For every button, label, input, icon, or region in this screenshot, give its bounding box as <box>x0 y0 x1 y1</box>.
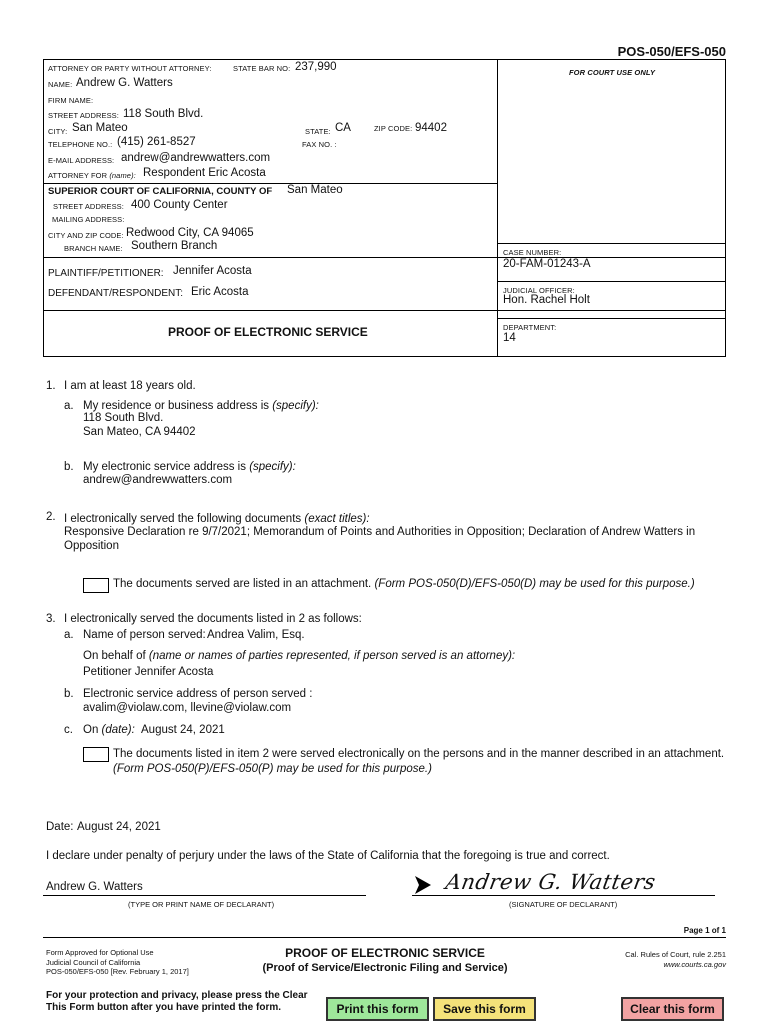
footer-website: www.courts.ca.gov <box>663 960 726 969</box>
attorney-court-divider <box>43 183 498 184</box>
item-2-check-italic: (Form POS-050(D)/EFS-050(D) may be used for this purpose.) <box>374 578 695 590</box>
case-number-value[interactable]: 20-FAM-01243-A <box>503 258 591 270</box>
item-3-check-italic: (Form POS-050(P)/EFS-050(P) may be used for this purpose.) <box>113 763 432 775</box>
declarant-name-caption: (TYPE OR PRINT NAME OF DECLARANT) <box>128 900 275 909</box>
declarant-name[interactable]: Andrew G. Watters <box>46 881 143 893</box>
branch-label: BRANCH NAME: <box>64 244 123 253</box>
item-1-text: I am at least 18 years old. <box>64 380 196 392</box>
footer-subtitle: (Proof of Service/Electronic Filing and Service) <box>262 962 508 974</box>
item-2-number: 2. <box>46 511 56 523</box>
header-left-rule <box>43 59 44 357</box>
county-value[interactable]: San Mateo <box>287 184 343 196</box>
item-3b-label: Electronic service address of person served : <box>83 688 313 700</box>
court-heading: SUPERIOR COURT OF CALIFORNIA, COUNTY OF <box>48 186 273 197</box>
court-street-value[interactable]: 400 County Center <box>131 199 228 211</box>
item-1b-specify: (specify): <box>249 461 296 473</box>
item-3-text: I electronically served the documents listed in 2 as follows: <box>64 613 362 625</box>
city-zip-value[interactable]: Redwood City, CA 94065 <box>126 227 254 239</box>
item-1a-letter: a. <box>64 400 74 412</box>
footer-rule <box>43 937 726 938</box>
item-1b-value[interactable]: andrew@andrewwatters.com <box>83 474 233 486</box>
declarant-name-line <box>43 895 366 896</box>
signature-line <box>412 895 715 896</box>
item-1a-address-line1[interactable]: 118 South Blvd. <box>83 412 164 424</box>
date-label: Date: <box>46 821 74 833</box>
case-number-label: CASE NUMBER: <box>503 248 562 257</box>
court-use-bottom <box>497 243 726 244</box>
court-use-label: FOR COURT USE ONLY <box>569 68 656 77</box>
item-3-attachment-checkbox[interactable] <box>83 747 109 762</box>
item-1a-specify: (specify): <box>272 400 319 412</box>
email-value[interactable]: andrew@andrewwatters.com <box>121 152 271 164</box>
date-value[interactable]: August 24, 2021 <box>77 821 161 833</box>
court-street-label: STREET ADDRESS: <box>53 202 124 211</box>
item-3-check-text: The documents listed in item 2 were served electronically on the persons and in the manner described in an attachment. <box>113 748 725 760</box>
parties-title-divider <box>43 310 726 311</box>
attorney-for-label: ATTORNEY FOR <box>48 171 108 180</box>
page-number: Page 1 of 1 <box>683 926 726 935</box>
department-label: DEPARTMENT: <box>503 323 557 332</box>
firm-name-label: FIRM NAME: <box>48 96 94 105</box>
item-3c-value[interactable]: August 24, 2021 <box>141 724 225 736</box>
item-3b-value[interactable]: avalim@violaw.com, llevine@violaw.com <box>83 702 292 714</box>
mailing-address-label: MAILING ADDRESS: <box>52 215 125 224</box>
officer-bottom <box>497 318 726 319</box>
branch-value[interactable]: Southern Branch <box>131 240 218 252</box>
form-title: PROOF OF ELECTRONIC SERVICE <box>168 325 368 339</box>
state-bar-label: STATE BAR NO: <box>233 64 291 73</box>
zip-label: ZIP CODE: <box>374 124 413 133</box>
attorney-header-label: ATTORNEY OR PARTY WITHOUT ATTORNEY: <box>48 64 212 73</box>
email-label: E-MAIL ADDRESS: <box>48 156 115 165</box>
footer-title: PROOF OF ELECTRONIC SERVICE <box>285 946 485 960</box>
print-button[interactable]: Print this form <box>326 997 429 1021</box>
footer-rules: Cal. Rules of Court, rule 2.251 <box>625 950 726 959</box>
item-1a-address-line2[interactable]: San Mateo, CA 94402 <box>83 426 196 438</box>
header-divider <box>497 59 498 357</box>
footer-approved-line1: Form Approved for Optional Use <box>46 948 154 957</box>
privacy-line1: For your protection and privacy, please press the Clear <box>46 990 308 1001</box>
item-3a-letter: a. <box>64 629 74 641</box>
item-2-specify: (exact titles): <box>304 513 370 525</box>
defendant-label: DEFENDANT/RESPONDENT: <box>48 288 184 299</box>
item-2-attachment-checkbox[interactable] <box>83 578 109 593</box>
item-1-number: 1. <box>46 380 56 392</box>
street-value[interactable]: 118 South Blvd. <box>123 108 204 120</box>
declaration-text: I declare under penalty of perjury under the laws of the State of California that the foregoing is true and correct. <box>46 850 610 862</box>
item-1b-letter: b. <box>64 461 74 473</box>
attorney-for-value[interactable]: Respondent Eric Acosta <box>143 167 266 179</box>
name-label: NAME: <box>48 80 73 89</box>
item-2-docs-line1[interactable]: Responsive Declaration re 9/7/2021; Memorandum of Points and Authorities in Opposition; Declaration of Andrew Watters in <box>64 526 696 538</box>
defendant-value[interactable]: Eric Acosta <box>191 286 249 298</box>
attorney-for-name-label: (name): <box>109 171 136 180</box>
header-bottom-rule <box>43 356 726 357</box>
item-2-docs-line2[interactable]: Opposition <box>64 540 119 552</box>
item-3b-letter: b. <box>64 688 74 700</box>
court-parties-divider <box>43 257 726 258</box>
state-value[interactable]: CA <box>335 122 351 134</box>
item-3a-behalf: On behalf of <box>83 650 146 662</box>
item-1b-label: My electronic service address is <box>83 461 246 473</box>
item-3c-label: On <box>83 724 99 736</box>
zip-value[interactable]: 94402 <box>415 122 447 134</box>
city-zip-label: CITY AND ZIP CODE: <box>48 231 124 240</box>
privacy-line2: This Form button after you have printed the form. <box>46 1002 282 1013</box>
plaintiff-label: PLAINTIFF/PETITIONER: <box>48 268 164 279</box>
state-label: STATE: <box>305 127 331 136</box>
plaintiff-value[interactable]: Jennifer Acosta <box>173 265 252 277</box>
signature-arrow-icon <box>414 875 432 895</box>
item-2-check-text: The documents served are listed in an attachment. <box>113 578 372 590</box>
case-number-bottom <box>497 281 726 282</box>
state-bar-value[interactable]: 237,990 <box>295 61 337 73</box>
item-3a-label: Name of person served: <box>83 629 206 641</box>
footer-approved-line2: Judicial Council of California <box>46 957 141 967</box>
clear-button[interactable]: Clear this form <box>621 997 724 1021</box>
item-3c-date-italic: (date): <box>101 724 135 736</box>
item-3-number: 3. <box>46 613 56 625</box>
signature-caption: (SIGNATURE OF DECLARANT) <box>509 900 618 909</box>
phone-value[interactable]: (415) 261-8527 <box>117 136 196 148</box>
item-3a-behalf-italic: (name or names of parties represented, if person served is an attorney): <box>148 650 516 662</box>
judicial-officer-label: JUDICIAL OFFICER: <box>503 286 575 295</box>
save-button[interactable]: Save this form <box>433 997 536 1021</box>
phone-label: TELEPHONE NO.: <box>48 140 113 149</box>
fax-label: FAX NO. : <box>302 140 337 149</box>
street-label: STREET ADDRESS: <box>48 111 119 120</box>
form-id: POS-050/EFS-050 <box>617 44 726 59</box>
item-3c-letter: c. <box>64 724 73 736</box>
city-label: CITY: <box>48 127 68 136</box>
item-1a-label: My residence or business address is <box>83 400 269 412</box>
judicial-officer-value[interactable]: Hon. Rachel Holt <box>503 294 590 306</box>
footer-approved-line3: POS-050/EFS-050 [Rev. February 1, 2017] <box>46 967 189 976</box>
department-value[interactable]: 14 <box>503 332 516 344</box>
city-value[interactable]: San Mateo <box>72 122 128 134</box>
declarant-signature[interactable]: Andrew G. Watters <box>443 870 658 894</box>
item-2-label: I electronically served the following documents <box>64 513 302 525</box>
item-3a-value[interactable]: Andrea Valim, Esq. <box>207 629 305 641</box>
item-3a-behalf-value[interactable]: Petitioner Jennifer Acosta <box>83 666 214 678</box>
attorney-name-value[interactable]: Andrew G. Watters <box>76 77 173 89</box>
header-top-rule <box>43 59 726 60</box>
header-right-rule <box>725 59 726 357</box>
